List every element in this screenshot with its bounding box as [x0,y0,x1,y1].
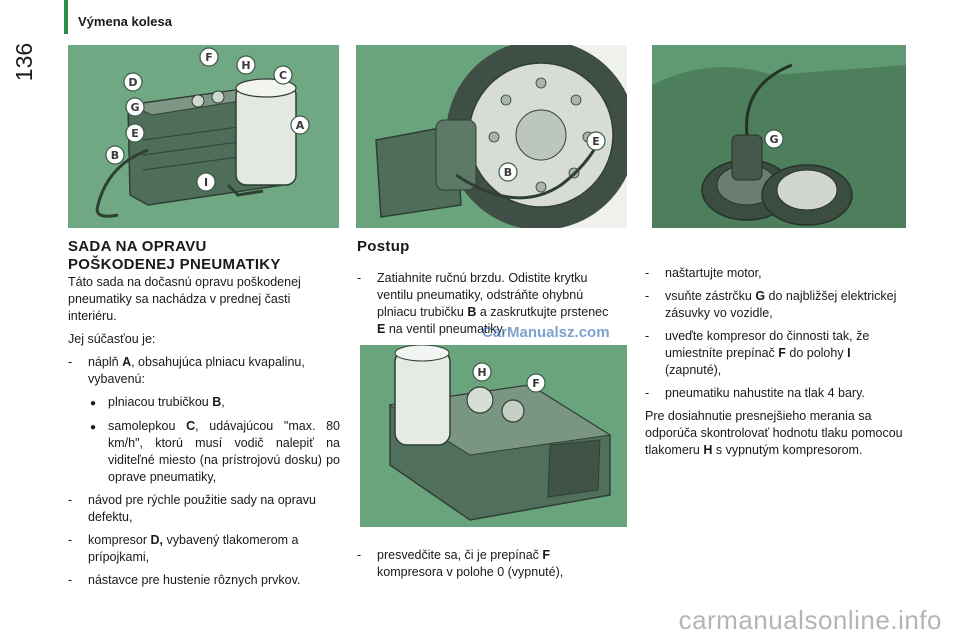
socket-illustration [652,45,906,228]
kit-title [68,238,340,274]
list-item: - nástavce pre hustenie rôznych prvkov. [68,573,301,587]
figure-wheel [356,45,627,228]
compressor-illustration [360,345,627,527]
procedure-title: Postup [357,238,410,255]
watermark-mid: CarManualsz.com [482,324,610,341]
kit-contains: Jej súčasťou je: [68,332,156,346]
pressure-note: Pre dosiahnutie presnejšieho merania sa odporúča skontrolovať hodnotu tlaku pomocou tlakomeru H s vypnutým kompresorom. [645,409,903,457]
callout-label: B [110,149,120,162]
callout-label: A [295,119,305,132]
left-column [68,238,340,595]
callout-label: G [769,133,779,146]
page-number: 136 [10,42,37,82]
middle-column-bottom [357,547,607,587]
list-item: - náplň A, obsahujúca plniacu kvapalinu, vybavenú: [68,355,305,386]
callout-label: E [592,135,600,148]
callout-label: E [131,127,139,140]
right-column [645,265,907,465]
kit-intro: Táto sada na dočasnú opravu poškodenej pneumatiky sa nachádza v prednej časti interiéru. [68,275,301,323]
list-item: - presvedčite sa, či je prepínač F kompresora v polohe 0 (vypnuté), [357,548,564,579]
callout-label: H [241,59,251,72]
callout-label: D [128,76,138,89]
list-item: - vsuňte zástrčku G do najbližšej elektrickej zásuvky vo vozidle, [645,289,897,320]
figure-repair-kit [68,45,339,228]
wheel-illustration [356,45,627,228]
list-item: - kompresor D, vybavený tlakomerom a prípojkami, [68,533,299,564]
callout-label: I [203,176,209,189]
callout-label: G [130,101,140,114]
callout-label: F [205,51,213,64]
callout-label: B [503,166,513,179]
list-item: ● plniacou trubičkou B, [90,395,225,409]
list-item: - návod pre rýchle použitie sady na opravu defektu, [68,493,316,524]
list-item: - uveďte kompresor do činnosti tak, že umiestníte prepínač F do polohy I (zapnuté), [645,329,870,377]
list-item: ● samolepkou C, udávajúcou "max. 80 km/h", ktorú musí vodič nalepiť na viditeľné miesto (na prístrojovú dosku) po oprave pneumatiky, [90,419,341,484]
section-color-bar [64,0,68,34]
callout-label: H [477,366,487,379]
section-title: Výmena kolesa [78,14,172,29]
callout-label: F [532,377,540,390]
list-item: - Zatiahnite ručnú brzdu. Odistite krytku ventilu pneumatiky, odstráňte ohybnú plniacu trubičku B a zaskrutkujte prstenec E na ventil pneumatiky, [357,271,609,336]
list-item: - naštartujte motor, [645,266,762,280]
list-item: - pneumatiku nahustite na tlak 4 bary. [645,386,865,400]
kit-title-line2: POŠKODENEJ PNEUMATIKY [68,256,281,273]
callout-label: C [278,69,288,82]
watermark-bottom: carmanualsonline.info [678,605,942,635]
kit-title-line1: SADA NA OPRAVU [68,238,207,255]
figure-compressor [360,345,627,527]
figure-socket [652,45,906,228]
repair-kit-illustration [68,45,339,228]
